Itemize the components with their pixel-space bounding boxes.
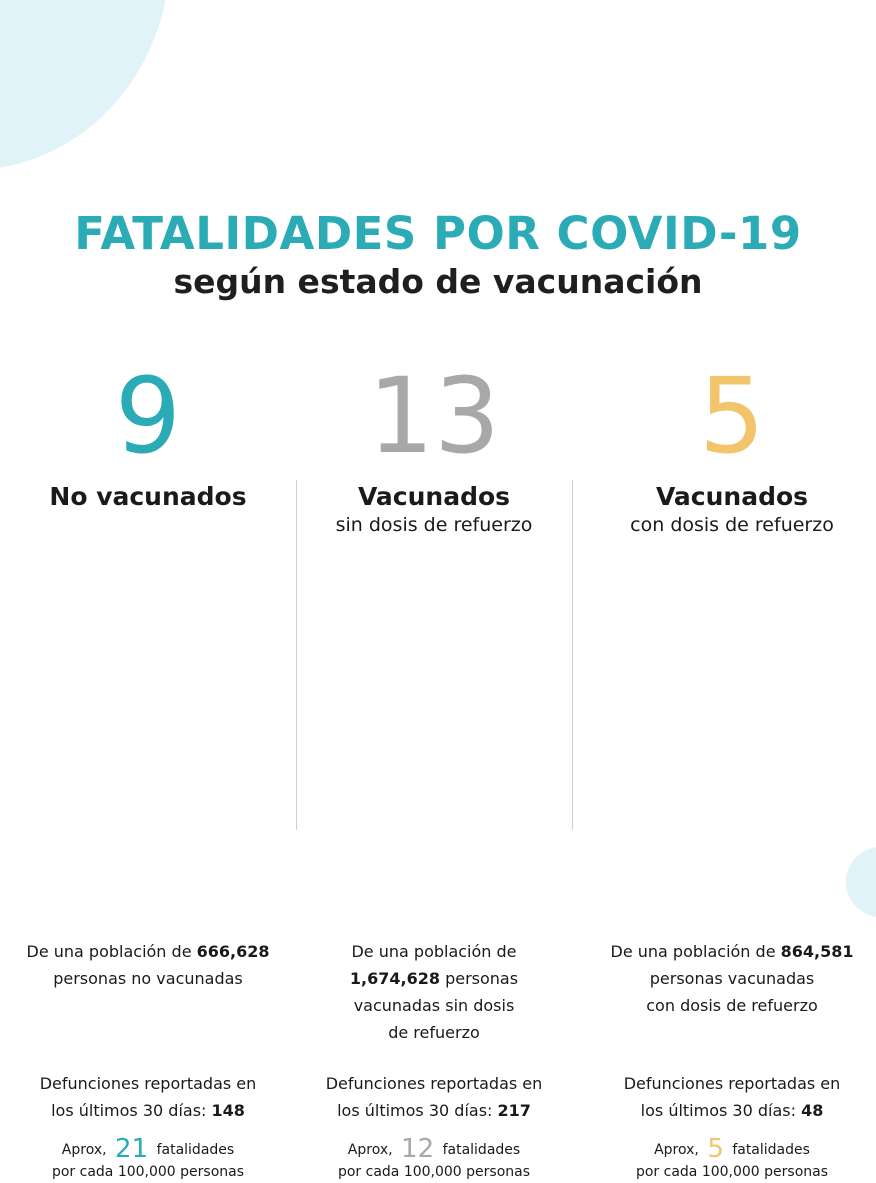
deaths-line: Defunciones reportadas en <box>39 1074 257 1093</box>
population-text <box>286 938 582 1046</box>
fatality-rate <box>286 1134 582 1183</box>
deaths-value: 48 <box>801 1101 824 1120</box>
population-line: vacunadas sin dosis <box>353 996 515 1015</box>
deaths-reported <box>584 1070 876 1124</box>
deaths-reported <box>0 1070 296 1124</box>
deaths-line: los últimos 30 días: <box>337 1101 498 1120</box>
population-value: 666,628 <box>196 942 270 961</box>
decorative-blob-bottom <box>846 847 876 917</box>
population-line: con dosis de refuerzo <box>646 996 818 1015</box>
population-text <box>0 938 296 992</box>
column-vaccinated-no-booster <box>286 355 582 1180</box>
population-line: personas <box>440 969 519 988</box>
deaths-big-number: 9 <box>114 355 182 477</box>
fatality-rate <box>0 1134 296 1183</box>
column-vaccinated-booster <box>584 355 876 1180</box>
rate-line: por cada 100,000 personas <box>635 1164 829 1180</box>
population-prefix: De una población de <box>26 942 197 961</box>
rate-value: 12 <box>401 1134 435 1164</box>
group-sublabel: con dosis de refuerzo <box>630 514 834 536</box>
population-value: 1,674,628 <box>349 969 440 988</box>
deaths-reported <box>286 1070 582 1124</box>
population-prefix: De una población de <box>351 942 517 961</box>
rate-suffix: fatalidades <box>732 1142 810 1158</box>
group-sublabel: sin dosis de refuerzo <box>335 514 533 536</box>
group-label: Vacunados <box>655 482 809 511</box>
deaths-line: Defunciones reportadas en <box>325 1074 543 1093</box>
population-line: de refuerzo <box>388 1023 480 1042</box>
fatality-rate <box>584 1134 876 1183</box>
deaths-line: los últimos 30 días: <box>51 1101 212 1120</box>
rate-value: 21 <box>115 1134 149 1164</box>
deaths-line: Defunciones reportadas en <box>623 1074 841 1093</box>
group-sublabel <box>0 512 296 538</box>
deaths-value: 217 <box>497 1101 531 1120</box>
rate-suffix: fatalidades <box>442 1142 521 1158</box>
deaths-big-number: 5 <box>698 355 766 477</box>
population-value: 864,581 <box>780 942 854 961</box>
deaths-big-number: 13 <box>367 355 501 477</box>
decorative-blob-top <box>0 0 170 170</box>
deaths-line: los últimos 30 días: <box>640 1101 802 1120</box>
deaths-value: 148 <box>211 1101 245 1120</box>
page-title: FATALIDADES POR COVID-19 <box>74 207 802 260</box>
population-line: personas vacunadas <box>649 969 815 988</box>
column-unvaccinated <box>0 355 296 1180</box>
group-label: Vacunados <box>357 482 511 511</box>
rate-prefix: Aprox, <box>654 1142 699 1158</box>
group-label: No vacunados <box>49 482 247 511</box>
page-subtitle: según estado de vacunación <box>173 262 703 301</box>
rate-prefix: Aprox, <box>347 1142 393 1158</box>
population-text <box>584 938 876 1019</box>
population-prefix: De una población de <box>610 942 781 961</box>
rate-prefix: Aprox, <box>61 1142 107 1158</box>
rate-value: 5 <box>707 1134 724 1164</box>
population-line: personas no vacunadas <box>53 969 243 988</box>
rate-line: por cada 100,000 personas <box>51 1164 245 1180</box>
rate-suffix: fatalidades <box>156 1142 235 1158</box>
rate-line: por cada 100,000 personas <box>337 1164 531 1180</box>
